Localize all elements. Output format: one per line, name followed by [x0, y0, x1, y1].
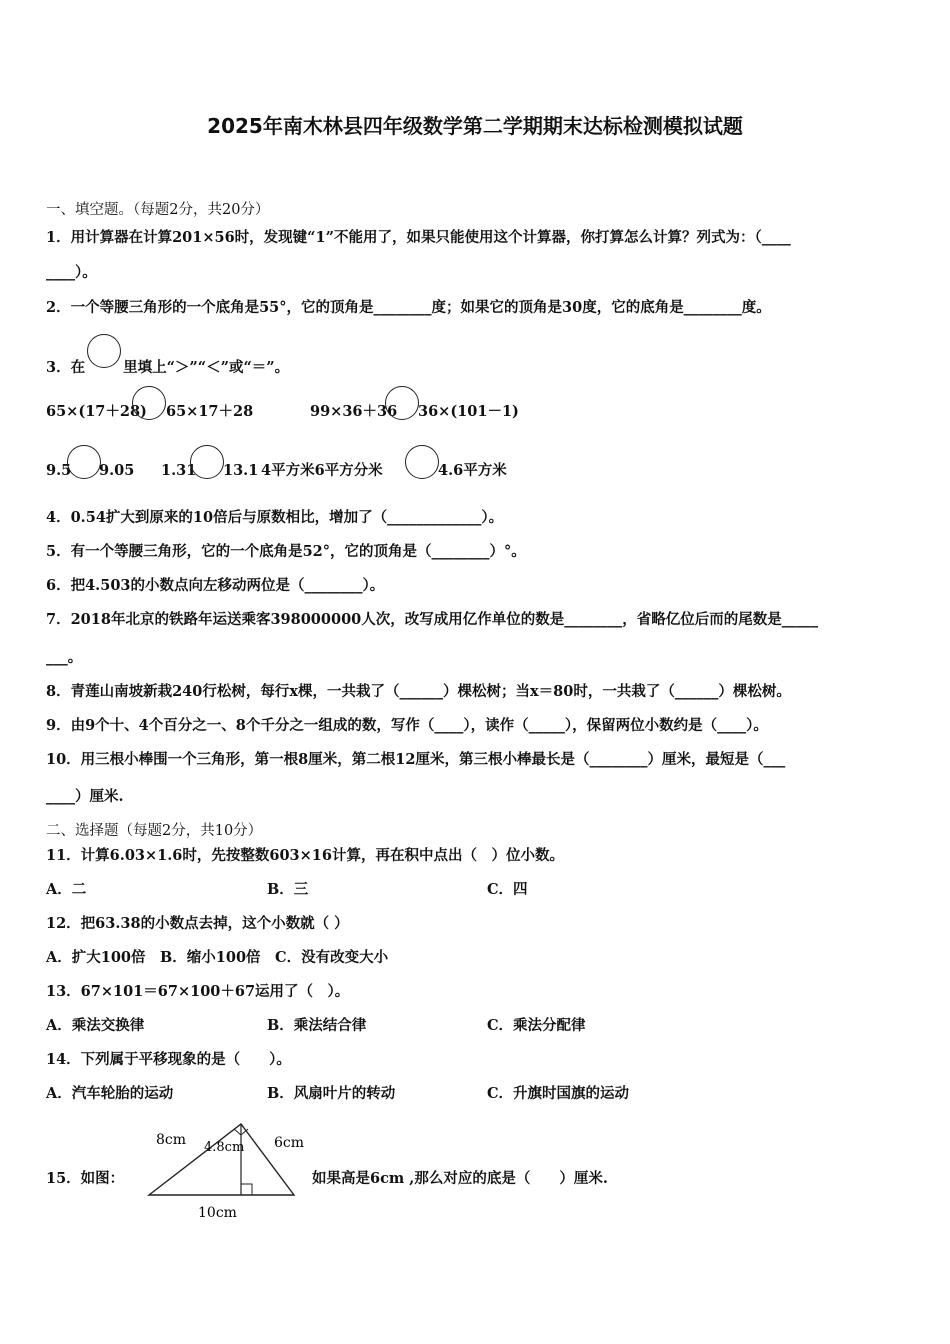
- question-8: 8．青莲山南坡新栽240行松树，每行x棵，一共栽了（______）棵松树；当x＝80时，一共栽了（______）棵松树。: [46, 683, 791, 700]
- label-right-side: 6cm: [274, 1135, 305, 1151]
- q14-option-b: B．风扇叶片的转动: [267, 1085, 396, 1102]
- question-15-post: 如果高是6cm ,那么对应的底是（ ）厘米.: [312, 1170, 608, 1187]
- question-1-line1: 1．用计算器在计算201×56时，发现键“1”不能用了，如果只能使用这个计算器，你打算怎么计算？列式为：（____: [46, 229, 791, 246]
- question-11: 11．计算6.03×1.6时，先按整数603×16计算，再在积中点出（ ）位小数。: [46, 847, 564, 864]
- question-3-pre: 3．在: [46, 359, 86, 376]
- label-left-side: 8cm: [156, 1132, 187, 1148]
- question-7-line2: ___。: [46, 649, 83, 666]
- label-height: 4.8cm: [204, 1140, 245, 1155]
- question-1-line2: ____）。: [46, 264, 97, 281]
- section1-heading: 一、填空题。（每题2分，共20分）: [46, 202, 270, 218]
- question-9: 9．由9个十、4个百分之一、8个千分之一组成的数，写作（____），读作（_____），保留两位小数约是（____）。: [46, 717, 768, 734]
- compare-r1-a: 65×(17＋28): [46, 403, 147, 420]
- question-10-line1: 10．用三根小棒围一个三角形，第一根8厘米，第二根12厘米，第三根小棒最长是（________）厘米，最短是（___: [46, 751, 786, 768]
- compare-r2-e: 4平方米6平方分米: [261, 462, 383, 479]
- q14-option-c: C．升旗时国旗的运动: [487, 1085, 630, 1102]
- q11-option-c: C．四: [487, 881, 528, 898]
- question-2: 2．一个等腰三角形的一个底角是55°，它的顶角是________度；如果它的顶角是30度，它的底角是________度。: [46, 299, 771, 316]
- compare-r1-c: 99×36＋36: [310, 403, 398, 420]
- question-3: [46, 344, 289, 378]
- question-3-post: 里填上“＞”“＜”或“＝”。: [123, 359, 290, 376]
- question-10-line2: ____）厘米.: [46, 788, 124, 805]
- compare-r2-a: 9.5: [46, 462, 72, 479]
- compare-r2-f: 4.6平方米: [438, 462, 507, 479]
- question-4: 4．0.54扩大到原来的10倍后与原数相比，增加了（_____________）。: [46, 509, 504, 526]
- compare-circle: [87, 334, 121, 368]
- label-base: 10cm: [198, 1205, 237, 1221]
- question-5: 5．有一个等腰三角形，它的一个底角是52°，它的顶角是（________）°。: [46, 543, 526, 560]
- compare-circle: [132, 386, 166, 420]
- question-7-line1: 7．2018年北京的铁路年运送乘客398000000人次，改写成用亿作单位的数是________，省略亿位后而的尾数是_____: [46, 611, 818, 628]
- compare-circle: [405, 445, 439, 479]
- compare-r1-d: 36×(101－1): [418, 403, 519, 420]
- question-13: 13．67×101＝67×100＋67运用了（ ）。: [46, 983, 350, 1000]
- question-6: 6．把4.503的小数点向左移动两位是（________）。: [46, 577, 385, 594]
- compare-r1-b: 65×17＋28: [166, 403, 254, 420]
- compare-r2-d: 13.1: [223, 462, 259, 479]
- compare-circle: [67, 445, 101, 479]
- page-title: 2025年南木林县四年级数学第二学期期末达标检测模拟试题: [207, 114, 743, 138]
- question-14: 14．下列属于平移现象的是（ ）。: [46, 1051, 291, 1068]
- compare-r2-c: 1.31: [161, 462, 197, 479]
- q12-options: A．扩大100倍 B．缩小100倍 C．没有改变大小: [46, 949, 389, 966]
- q11-option-b: B．三: [267, 881, 309, 898]
- compare-circle: [190, 445, 224, 479]
- section2-heading: 二、选择题（每题2分，共10分）: [46, 823, 263, 839]
- q13-option-b: B．乘法结合律: [267, 1017, 367, 1034]
- right-angle-mark-base: [241, 1184, 252, 1195]
- question-15-pre: 15．如图：: [46, 1170, 125, 1187]
- triangle-figure: [140, 1120, 310, 1230]
- q13-option-a: A．乘法交换律: [46, 1017, 145, 1034]
- question-12: 12．把63.38的小数点去掉，这个小数就（ ）: [46, 915, 349, 932]
- compare-r2-b: 9.05: [99, 462, 135, 479]
- q11-option-a: A．二: [46, 881, 87, 898]
- compare-circle: [385, 386, 419, 420]
- q14-option-a: A．汽车轮胎的运动: [46, 1085, 174, 1102]
- q13-option-c: C．乘法分配律: [487, 1017, 586, 1034]
